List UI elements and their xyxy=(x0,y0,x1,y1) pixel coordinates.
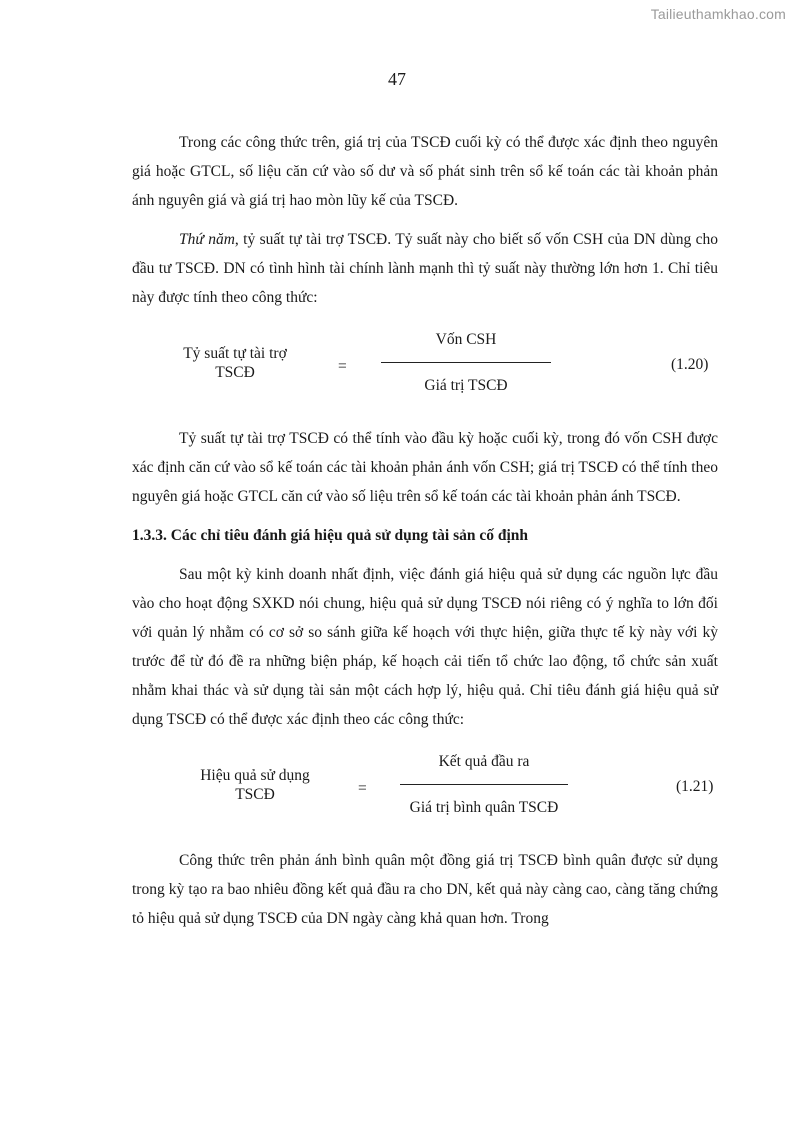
formula-2-lhs xyxy=(178,766,332,804)
paragraph-2-lead: Thứ năm xyxy=(179,231,235,248)
formula-2-number: (1.21) xyxy=(676,778,714,795)
watermark: Tailieuthamkhao.com xyxy=(650,6,786,22)
formula-1-lhs-line2: TSCĐ xyxy=(215,364,255,381)
paragraph-1: Trong các công thức trên, giá trị của TSCĐ cuối kỳ có thể được xác định theo nguyên giá hoặc GTCL, số liệu căn cứ vào số dư và số phát sinh trên sổ kế toán các tài khoản phản ánh nguyên giá và giá trị hao mòn lũy kế của TSCĐ. xyxy=(132,134,718,209)
formula-1-numerator: Vốn CSH xyxy=(435,331,497,348)
formula-2-lhs-line1: Hiệu quả sử dụng xyxy=(200,767,310,784)
formula-2-numerator: Kết quả đầu ra xyxy=(438,753,530,770)
formula-1-equals: = xyxy=(338,358,347,375)
section-heading: 1.3.3. Các chỉ tiêu đánh giá hiệu quả sử dụng tài sản cố định xyxy=(132,527,529,544)
paragraph-3: Tỷ suất tự tài trợ TSCĐ có thể tính vào đầu kỳ hoặc cuối kỳ, trong đó vốn CSH được xác định căn cứ vào sổ kế toán các tài khoản phản ánh vốn CSH; giá trị TSCĐ có thể tính theo nguyên giá hoặc GTCL căn cứ vào số liệu trên sổ kế toán các tài khoản phản ánh TSCĐ. xyxy=(132,430,718,505)
page-content xyxy=(132,128,718,943)
formula-1-20 xyxy=(132,328,718,410)
paragraph-2-rest: , tỷ suất tự tài trợ TSCĐ. Tỷ suất này cho biết số vốn CSH của DN dùng cho đầu tư TSCĐ. DN có tình hình tài chính lành mạnh thì tỷ suất này thường lớn hơn 1. Chỉ tiêu này được tính theo công thức: xyxy=(132,231,718,306)
formula-2-equals: = xyxy=(358,780,367,797)
paragraph-5: Công thức trên phản ánh bình quân một đồng giá trị TSCĐ bình quân được sử dụng trong kỳ tạo ra bao nhiêu đồng kết quả đầu ra cho DN, kết quả này càng cao, càng tăng chứng tỏ hiệu quả sử dụng TSCĐ của DN ngày càng khả quan hơn. Trong xyxy=(132,852,718,927)
paragraph-4: Sau một kỳ kinh doanh nhất định, việc đánh giá hiệu quả sử dụng các nguồn lực đầu vào cho hoạt động SXKD nói chung, hiệu quả sử dụng TSCĐ nói riêng có ý nghĩa to lớn đối với quản lý nhằm có cơ sở so sánh giữa kế hoạch với thực hiện, giữa thực tế kỳ này với kỳ trước để từ đó đề ra những biện pháp, kế hoạch cải tiến tổ chức lao động, tổ chức sản xuất nhằm khai thác và sử dụng tài sản một cách hợp lý, hiệu quả. Chỉ tiêu đánh giá hiệu quả sử dụng TSCĐ có thể được xác định theo các công thức: xyxy=(132,566,718,728)
formula-1-lhs xyxy=(158,344,312,382)
formula-2-lhs-line2: TSCĐ xyxy=(235,786,275,803)
formula-2-fraction-bar xyxy=(400,784,568,785)
formula-2-denominator: Giá trị bình quân TSCĐ xyxy=(409,799,559,816)
formula-1-21 xyxy=(132,750,718,832)
page-number: 47 xyxy=(388,69,406,89)
formula-1-fraction-bar xyxy=(381,362,551,363)
formula-1-denominator: Giá trị TSCĐ xyxy=(424,377,508,394)
formula-1-lhs-line1: Tỷ suất tự tài trợ xyxy=(183,345,287,362)
formula-1-number: (1.20) xyxy=(671,356,709,373)
paragraph-2 xyxy=(132,225,718,312)
